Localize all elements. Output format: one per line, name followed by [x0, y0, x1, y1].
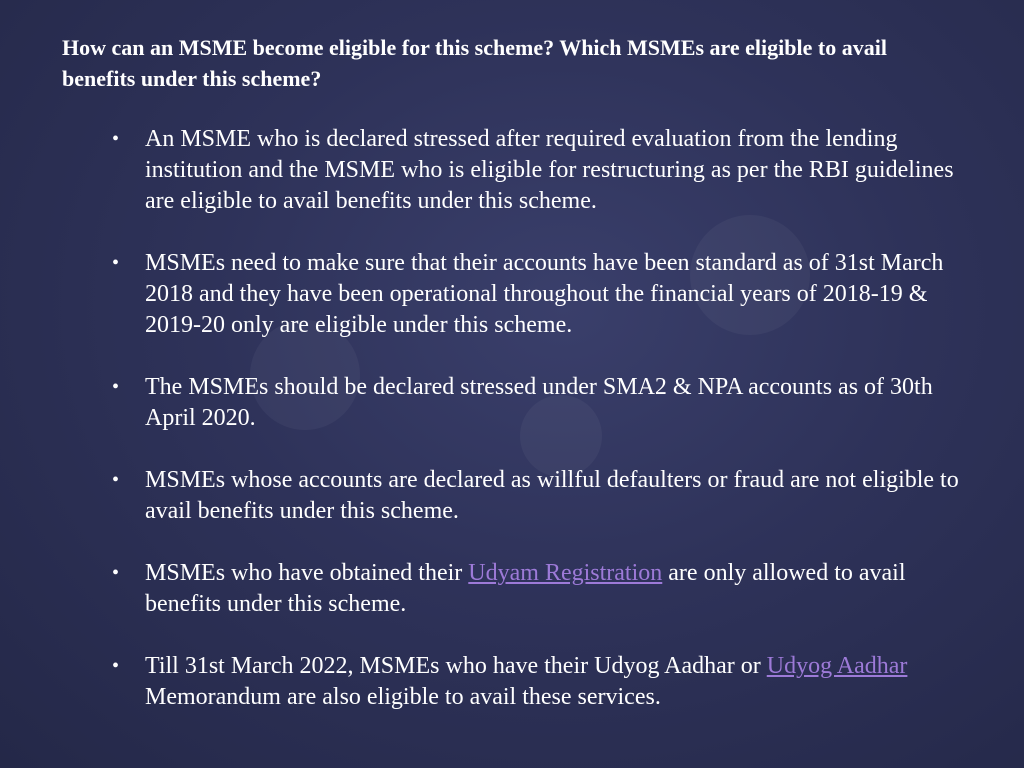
bullet-text-before: MSMEs who have obtained their — [145, 560, 469, 586]
bullet-text-before: Till 31st March 2022, MSMEs who have their Udyog Aadhar or — [145, 653, 767, 679]
bullet-icon: • — [112, 252, 120, 274]
bullet-item-stressed-evaluation — [112, 124, 982, 217]
bullet-text: An MSME who is declared stressed after required evaluation from the lending institution and the MSME who is eligible for restructuring as per the RBI guidelines are eligible to avail benefits under this scheme. — [145, 126, 954, 214]
bullet-icon: • — [112, 655, 120, 677]
bullet-item-udyam-registration — [112, 558, 982, 620]
bullet-text: MSMEs whose accounts are declared as willful defaulters or fraud are not eligible to avail benefits under this scheme. — [145, 467, 959, 524]
bullet-text-after: Memorandum are also eligible to avail these services. — [145, 684, 661, 710]
bullet-icon: • — [112, 128, 120, 150]
bullet-item-standard-accounts — [112, 248, 982, 341]
bullet-text-after: are only allowed to avail benefits under this scheme. — [145, 560, 906, 617]
bullet-text: The MSMEs should be declared stressed under SMA2 & NPA accounts as of 30th April 2020. — [145, 374, 933, 431]
bullet-item-udyog-aadhar — [112, 651, 982, 713]
bullet-item-sma2-npa — [112, 372, 982, 434]
bullet-text: MSMEs need to make sure that their accounts have been standard as of 31st March 2018 and they have been operational throughout the financial years of 2018-19 & 2019-20 only are eligible under this scheme. — [145, 250, 944, 338]
bullet-icon: • — [112, 469, 120, 491]
slide-heading: How can an MSME become eligible for this scheme? Which MSMEs are eligible to avail benefits under this scheme? — [62, 35, 887, 91]
bullet-icon: • — [112, 376, 120, 398]
bullet-icon: • — [112, 562, 120, 584]
udyam-registration-link[interactable]: Udyam Registration — [468, 560, 663, 586]
bullet-list — [112, 124, 982, 744]
bullet-item-willful-defaulters — [112, 465, 982, 527]
udyog-aadhar-link[interactable]: Udyog Aadhar — [766, 653, 908, 679]
